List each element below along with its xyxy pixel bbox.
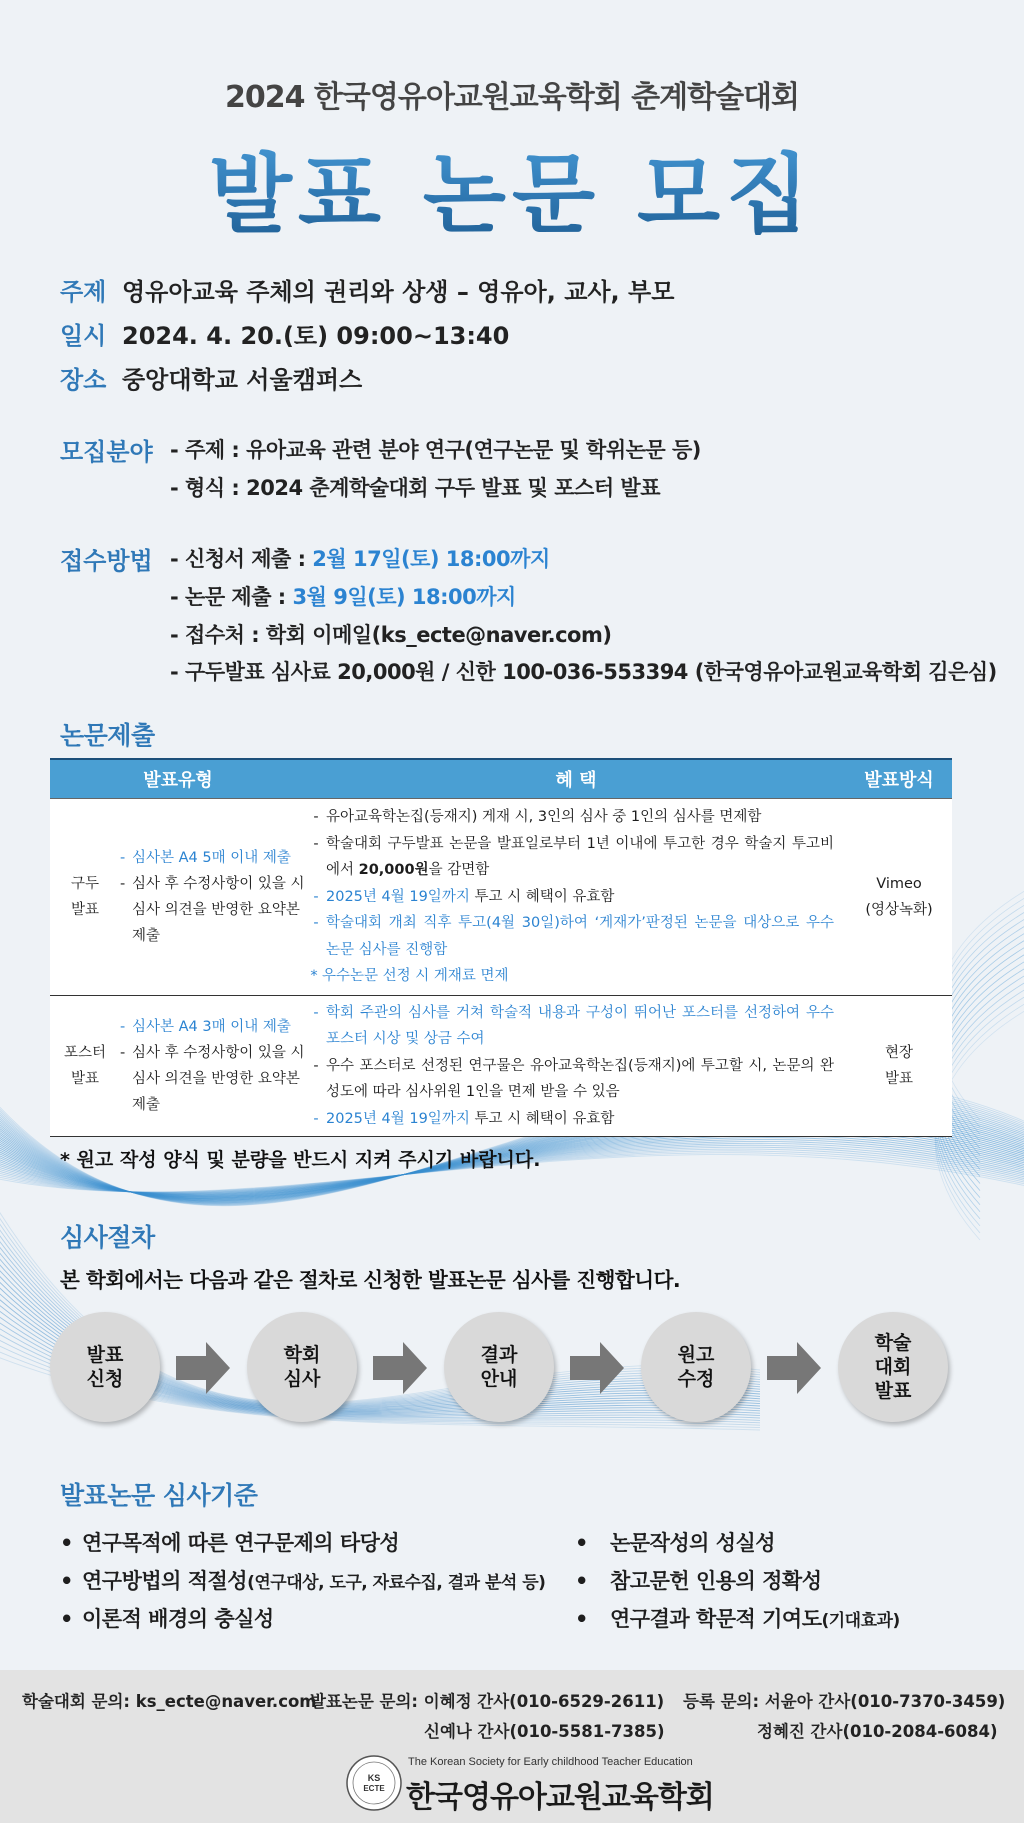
info-venue-value: 중앙대학교 서울캠퍼스 xyxy=(122,366,363,394)
oral-req2-dash: - xyxy=(120,876,126,892)
footer-paper-contact: 발표논문 문의: 이혜정 간사(010-6529-2611) xyxy=(310,1692,665,1711)
oral-benefit-2-text: 학술대회 구두발표 논문을 발표일로부터 1년 이내에 투고한 경우 학술지 투고비에서 xyxy=(326,835,834,879)
arrow-right-icon xyxy=(767,1342,821,1394)
poster-req2: 심사 후 수정사항이 있을 시 심사 의견을 반영한 요약본 제출 xyxy=(132,1045,305,1113)
oral-benefit-2 xyxy=(326,831,834,884)
oral-requirements xyxy=(120,799,306,996)
bullet: • xyxy=(575,1607,588,1631)
info-topic xyxy=(60,272,674,307)
oral-b2-dash: - xyxy=(313,835,319,852)
society-name-korean: 한국영유아교원교육학회 xyxy=(406,1780,714,1815)
submit-paper-label: - 논문 제출 : xyxy=(170,585,293,609)
recruit-line-format: - 형식 : 2024 춘계학술대회 구두 발표 및 포스터 발표 xyxy=(170,476,661,500)
oral-benefit-3 xyxy=(326,884,834,911)
poster-type-line1: 포스터 xyxy=(63,1045,107,1061)
oral-benefits xyxy=(306,799,846,996)
criteria-left-3 xyxy=(60,1603,274,1633)
arrow-right-icon xyxy=(570,1342,624,1394)
info-topic-key: 주제 xyxy=(60,278,107,306)
info-date-key: 일시 xyxy=(60,322,107,350)
oral-req1: 심사본 A4 5매 이내 제출 xyxy=(132,850,291,866)
paper-table xyxy=(50,758,952,1137)
process-step-4: 원고 수정 xyxy=(641,1312,751,1422)
submit-application-label: - 신청서 제출 : xyxy=(170,547,313,571)
footer xyxy=(0,1670,1024,1823)
table-row-oral xyxy=(50,799,952,996)
header-method: 발표방식 xyxy=(846,759,952,799)
process-step-1: 발표 신청 xyxy=(50,1312,160,1422)
info-venue-key: 장소 xyxy=(60,366,107,394)
oral-b3-dash: - xyxy=(313,888,319,905)
process-description: 본 학회에서는 다음과 같은 절차로 신청한 발표논문 심사를 진행합니다. xyxy=(60,1268,681,1292)
bullet: • xyxy=(60,1569,73,1593)
criteria-left-1 xyxy=(60,1527,399,1557)
oral-benefit-3-text: 투고 시 혜택이 유효함 xyxy=(469,888,615,905)
criteria-right-2 xyxy=(575,1565,821,1595)
oral-b4-dash: - xyxy=(313,915,319,932)
oral-benefit-4: 학술대회 개최 직후 투고(4월 30일)하여 ‘게재가’판정된 논문을 대상으로 우수 논문 심사를 진행함 xyxy=(326,915,834,958)
footer-registration-contact-2: 정혜진 간사(010-2084-6084) xyxy=(757,1722,998,1741)
oral-benefit-2-amount: 20,000원 xyxy=(358,862,429,879)
criteria-right-3-detail: (기대효과) xyxy=(821,1611,900,1631)
header-type: 발표유형 xyxy=(50,759,306,799)
poster-method-line1: 현장 xyxy=(884,1045,913,1061)
criteria-left-2-detail: (연구대상, 도구, 자료수집, 결과 분석 등) xyxy=(247,1573,546,1593)
oral-method-line2: (영상녹화) xyxy=(865,902,933,918)
table-row-poster xyxy=(50,996,952,1137)
poster-method xyxy=(846,996,952,1137)
criteria-left-2 xyxy=(60,1565,545,1595)
criteria-left-1-text: 연구목적에 따른 연구문제의 타당성 xyxy=(82,1531,400,1555)
format-note: * 원고 작성 양식 및 분량을 반드시 지켜 주시기 바랍니다. xyxy=(60,1149,541,1171)
submit-paper-deadline: 3월 9일(토) 18:00까지 xyxy=(292,585,516,609)
criteria-left-2-text: 연구방법의 적절성 xyxy=(82,1569,248,1593)
bullet: • xyxy=(575,1531,588,1555)
oral-type-line1: 구두 xyxy=(70,876,99,892)
recruit-key: 모집분야 xyxy=(60,438,153,466)
criteria-right-2-text: 참고문헌 인용의 정확성 xyxy=(610,1569,822,1593)
submit-line-email: - 접수처 : 학회 이메일(ks_ecte@naver.com) xyxy=(170,623,612,647)
poster-benefit-3 xyxy=(326,1106,834,1133)
oral-benefit-2-end: 을 감면함 xyxy=(428,862,490,879)
process-step-2: 학회 심사 xyxy=(247,1312,357,1422)
poster-benefit-1: 학회 주관의 심사를 거쳐 학술적 내용과 구성이 뛰어난 포스터를 선정하여 우수 포스터 시상 및 상금 수여 xyxy=(326,1004,834,1048)
event-title: 2024 한국영유아교원교육학회 춘계학술대회 xyxy=(224,80,800,115)
criteria-right-3 xyxy=(575,1603,900,1633)
poster-b3-dash: - xyxy=(313,1110,319,1127)
oral-type xyxy=(50,799,120,996)
svg-text:KS: KS xyxy=(367,1773,381,1783)
poster-req1: 심사본 A4 3매 이내 제출 xyxy=(132,1019,291,1035)
poster-requirements xyxy=(120,996,306,1137)
oral-b1-dash: - xyxy=(313,809,319,826)
poster-b2-dash: - xyxy=(313,1057,319,1074)
process-title: 심사절차 xyxy=(60,1223,155,1252)
svg-text:ECTE: ECTE xyxy=(363,1784,385,1793)
criteria-right-3-text: 연구결과 학문적 기여도 xyxy=(610,1607,822,1631)
submit-line-fee: - 구두발표 심사료 20,000원 / 신한 100-036-553394 (한국영유아교원교육학회 김은심) xyxy=(170,660,997,684)
bullet: • xyxy=(60,1531,73,1555)
arrow-right-icon xyxy=(176,1342,230,1394)
submit-key: 접수방법 xyxy=(60,547,153,575)
info-date xyxy=(60,316,509,351)
bullet: • xyxy=(60,1607,73,1631)
criteria-right-1 xyxy=(575,1527,775,1557)
oral-type-line2: 발표 xyxy=(70,902,99,918)
arrow-right-icon xyxy=(373,1342,427,1394)
criteria-left-3-text: 이론적 배경의 충실성 xyxy=(82,1607,274,1631)
recruit-line-topic: - 주제 : 유아교육 관련 분야 연구(연구논문 및 학위논문 등) xyxy=(170,438,701,462)
oral-method-line1: Vimeo xyxy=(876,876,922,892)
process-step-5: 학술 대회 발표 xyxy=(838,1312,948,1422)
main-title: 발표 논문 모집 xyxy=(0,125,1024,249)
society-name-english: The Korean Society for Early childhood Teacher Education xyxy=(408,1756,693,1768)
criteria-right-1-text: 논문작성의 성실성 xyxy=(610,1531,776,1555)
poster-benefits xyxy=(306,996,846,1137)
poster-method-line2: 발표 xyxy=(884,1071,913,1087)
poster-benefit-3-deadline: 2025년 4월 19일까지 xyxy=(326,1110,470,1127)
footer-paper-contact-2: 신예나 간사(010-5581-7385) xyxy=(424,1722,665,1741)
oral-method xyxy=(846,799,952,996)
oral-req2: 심사 후 수정사항이 있을 시 심사 의견을 반영한 요약본 제출 xyxy=(132,876,305,944)
oral-req1-dash: - xyxy=(120,850,126,866)
society-logo xyxy=(345,1754,403,1812)
poster-req2-dash: - xyxy=(120,1045,126,1061)
info-venue xyxy=(60,360,362,395)
paper-section-title: 논문제출 xyxy=(60,721,155,750)
poster-req1-dash: - xyxy=(120,1019,126,1035)
oral-benefit-3-deadline: 2025년 4월 19일까지 xyxy=(326,888,470,905)
process-step-3: 결과 안내 xyxy=(444,1312,554,1422)
poster-type-line2: 발표 xyxy=(70,1071,99,1087)
poster-benefit-2: 우수 포스터로 선정된 연구물은 유아교육학논집(등재지)에 투고할 시, 논문의 완성도에 따라 심사위원 1인을 면제 받을 수 있음 xyxy=(326,1057,834,1101)
bullet: • xyxy=(575,1569,588,1593)
poster-b1-dash: - xyxy=(313,1004,319,1021)
poster-benefit-3-text: 투고 시 혜택이 유효함 xyxy=(469,1110,615,1127)
info-date-value: 2024. 4. 20.(토) 09:00~13:40 xyxy=(122,322,510,350)
footer-conference-contact: 학술대회 문의: ks_ecte@naver.com xyxy=(22,1692,317,1711)
criteria-title: 발표논문 심사기준 xyxy=(60,1481,258,1510)
submit-application-deadline: 2월 17일(토) 18:00까지 xyxy=(312,547,550,571)
submit-line-paper xyxy=(170,581,516,611)
oral-b5-mark: * xyxy=(310,968,318,985)
header-benefit: 혜 택 xyxy=(306,759,846,799)
footer-registration-contact: 등록 문의: 서윤아 간사(010-7370-3459) xyxy=(683,1692,1006,1711)
poster-type xyxy=(50,996,120,1137)
oral-benefit-5: 우수논문 선정 시 게재료 면제 xyxy=(322,968,509,985)
oral-benefit-1: 유아교육학논집(등재지) 게재 시, 3인의 심사 중 1인의 심사를 면제함 xyxy=(326,809,762,826)
info-topic-value: 영유아교육 주체의 권리와 상생 – 영유아, 교사, 부모 xyxy=(122,278,675,306)
submit-line-application xyxy=(170,543,550,573)
